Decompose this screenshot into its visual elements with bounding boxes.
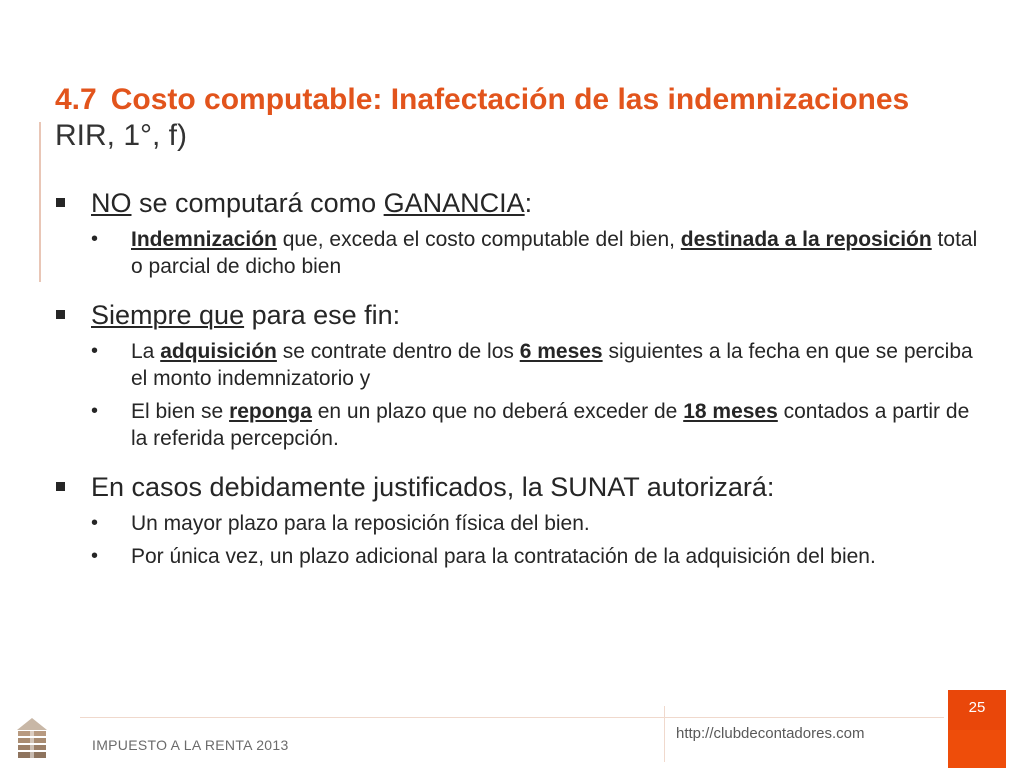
sub-bullet-indemnizacion (55, 226, 985, 280)
sub-bullet-adquisicion (55, 338, 985, 392)
emphasis-no: NO (91, 188, 132, 218)
footer-title: IMPUESTO A LA RENTA 2013 (92, 737, 289, 753)
bullet-no-ganancia (55, 186, 985, 220)
emphasis-adquisicion: adquisición (160, 340, 277, 363)
slide-content (55, 186, 985, 576)
emphasis-destinada: destinada a la reposición (680, 228, 932, 251)
sub-bullet-text: en un plazo que no deberá exceder de (311, 400, 684, 423)
dot-bullet-icon: • (91, 228, 99, 250)
emphasis-ganancia: GANANCIA (383, 188, 525, 218)
sub-bullet-text: siguientes a la fecha en que se perciba el monto indemnizatorio y (131, 340, 973, 390)
slide-title (55, 82, 975, 154)
sub-bullet-plazo-adicional (55, 543, 985, 570)
sub-bullet-text: contados a partir de la referida percepción. (131, 400, 970, 450)
sub-bullet-text: se contrate dentro de los (276, 340, 520, 363)
dot-bullet-icon: • (91, 545, 99, 567)
bullet-sunat (55, 470, 985, 504)
square-bullet-icon (56, 310, 65, 319)
dot-bullet-icon: • (91, 400, 99, 422)
sub-bullet-text: que, exceda el costo computable del bien, (276, 228, 681, 251)
square-bullet-icon (56, 482, 65, 491)
dot-bullet-icon: • (91, 512, 99, 534)
page-number: 25 (968, 699, 986, 716)
footer-url-link[interactable]: http://clubdecontadores.com (676, 725, 865, 742)
footer-line (80, 717, 944, 718)
emphasis-siempre-que: Siempre que (91, 300, 245, 330)
building-logo-icon (15, 716, 49, 762)
sub-bullet-text: total o parcial de dicho bien (131, 228, 978, 278)
emphasis-18-meses: 18 meses (683, 400, 778, 423)
emphasis-indemnizacion: Indemnización (131, 228, 277, 251)
title-reference: RIR, 1°, f) (55, 119, 188, 152)
emphasis-6-meses: 6 meses (519, 340, 603, 363)
sub-bullet-text: El bien se (131, 400, 230, 423)
sub-bullet-reponga (55, 398, 985, 452)
emphasis-reponga: reponga (229, 400, 312, 423)
accent-line (39, 122, 41, 282)
heading-text: se computará como (131, 188, 384, 218)
dot-bullet-icon: • (91, 340, 99, 362)
title-text: Costo computable: Inafectación de las indemnizaciones (110, 83, 910, 116)
footer-divider (664, 706, 665, 762)
heading-colon: : (524, 188, 533, 218)
sub-bullet-text: Por única vez, un plazo adicional para la contratación de la adquisición del bien. (131, 545, 876, 568)
sub-bullet-mayor-plazo (55, 510, 985, 537)
title-main (55, 83, 909, 116)
square-bullet-icon (56, 198, 65, 207)
heading-text: En casos debidamente justificados, la SUNAT autorizará: (91, 472, 775, 502)
sub-bullet-text: La (131, 340, 161, 363)
bullet-siempre-que (55, 298, 985, 332)
heading-text: para ese fin: (244, 300, 401, 330)
page-number-box (948, 690, 1006, 768)
title-number: 4.7 (55, 83, 97, 116)
sub-bullet-text: Un mayor plazo para la reposición física del bien. (131, 512, 590, 535)
